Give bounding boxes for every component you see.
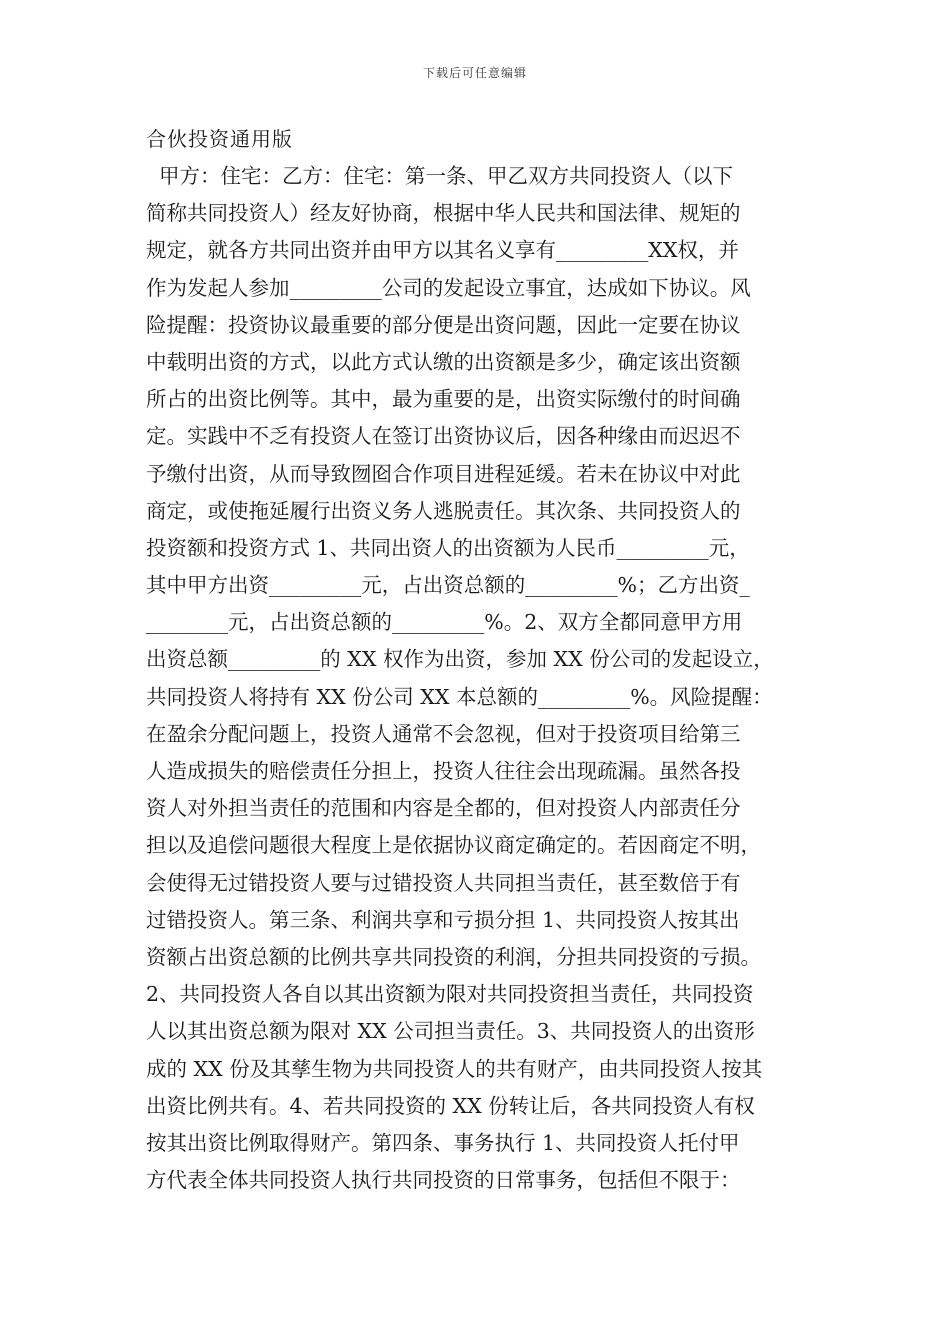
body-line: 会使得无过错投资人要与过错投资人共同担当责任，甚至数倍于有: [146, 870, 741, 895]
body-line: 其中甲方出资_________元，占出资总额的_________%；乙方出资_: [146, 573, 750, 598]
body-line: 在盈余分配问题上，投资人通常不会忽视，但对于投资项目给第三: [146, 721, 741, 746]
body-line: 人以其出资总额为限对 XX 公司担当责任。3、共同投资人的出资形: [146, 1019, 755, 1044]
body-line: 共同投资人将持有 XX 份公司 XX 本总额的_________%。风险提醒：: [146, 684, 773, 709]
body-line: 按其出资比例取得财产。第四条、事务执行 1、共同投资人托付甲: [146, 1130, 740, 1155]
body-line: 予缴付出资，从而导致囫囵合作项目进程延缓。若未在协议中对此: [146, 461, 741, 486]
body-line: 成的 XX 份及其孳生物为共同投资人的共有财产，由共同投资人按其: [146, 1056, 763, 1081]
body-line: 2、共同投资人各自以其出资额为限对共同投资担当责任，共同投资: [146, 982, 754, 1007]
body-line: 人造成损失的赔偿责任分担上，投资人往往会出现疏漏。虽然各投: [146, 759, 741, 783]
body-line: 甲方：住宅：乙方：住宅：第一条、甲乙双方共同投资人（以下: [146, 164, 734, 188]
body-line: 所占的出资比例等。其中，最为重要的是，出资实际缴付的时间确: [146, 387, 741, 412]
body-line: 商定，或使拖延履行出资义务人逃脱责任。其次条、共同投资人的: [146, 498, 741, 523]
body-line: 定。实践中不乏有投资人在签订出资协议后，因各种缘由而迟迟不: [146, 424, 741, 449]
page-header: 下载后可任意编辑: [422, 66, 527, 80]
body-line: ________元，占出资总额的_________%。2、双方全都同意甲方用: [146, 610, 743, 635]
body-line: 规定，就各方共同出资并由甲方以其名义享有_________XX权，并: [146, 238, 739, 263]
document-body: [146, 158, 826, 1199]
body-line: 资人对外担当责任的范围和内容是全都的，但对投资人内部责任分: [146, 796, 741, 821]
body-line: 方代表全体共同投资人执行共同投资的日常事务，包括但不限于：: [146, 1168, 741, 1193]
body-line: 出资总额_________的 XX 权作为出资，参加 XX 份公司的发起设立，: [146, 647, 774, 672]
body-line: 简称共同投资人）经友好协商，根据中华人民共和国法律、规矩的: [146, 201, 741, 226]
body-line: 险提醒：投资协议最重要的部分便是出资问题，因此一定要在协议: [146, 312, 741, 337]
body-line: 资额占出资总额的比例共享共同投资的利润，分担共同投资的亏损。: [146, 944, 761, 969]
document-title: 合伙投资通用版: [146, 127, 293, 151]
body-line: 过错投资人。第三条、利润共享和亏损分担 1、共同投资人按其出: [146, 907, 740, 932]
body-line: 担以及追偿问题很大程度上是依据协议商定确定的。若因商定不明，: [146, 833, 761, 858]
body-line: 中载明出资的方式，以此方式认缴的出资额是多少，确定该出资额: [146, 349, 741, 374]
body-line: 投资额和投资方式 1、共同出资人的出资额为人民币_________元，: [146, 535, 750, 560]
body-line: 作为发起人参加_________公司的发起设立事宜，达成如下协议。风: [146, 275, 751, 300]
body-line: 出资比例共有。4、若共同投资的 XX 份转让后，各共同投资人有权: [146, 1093, 755, 1118]
